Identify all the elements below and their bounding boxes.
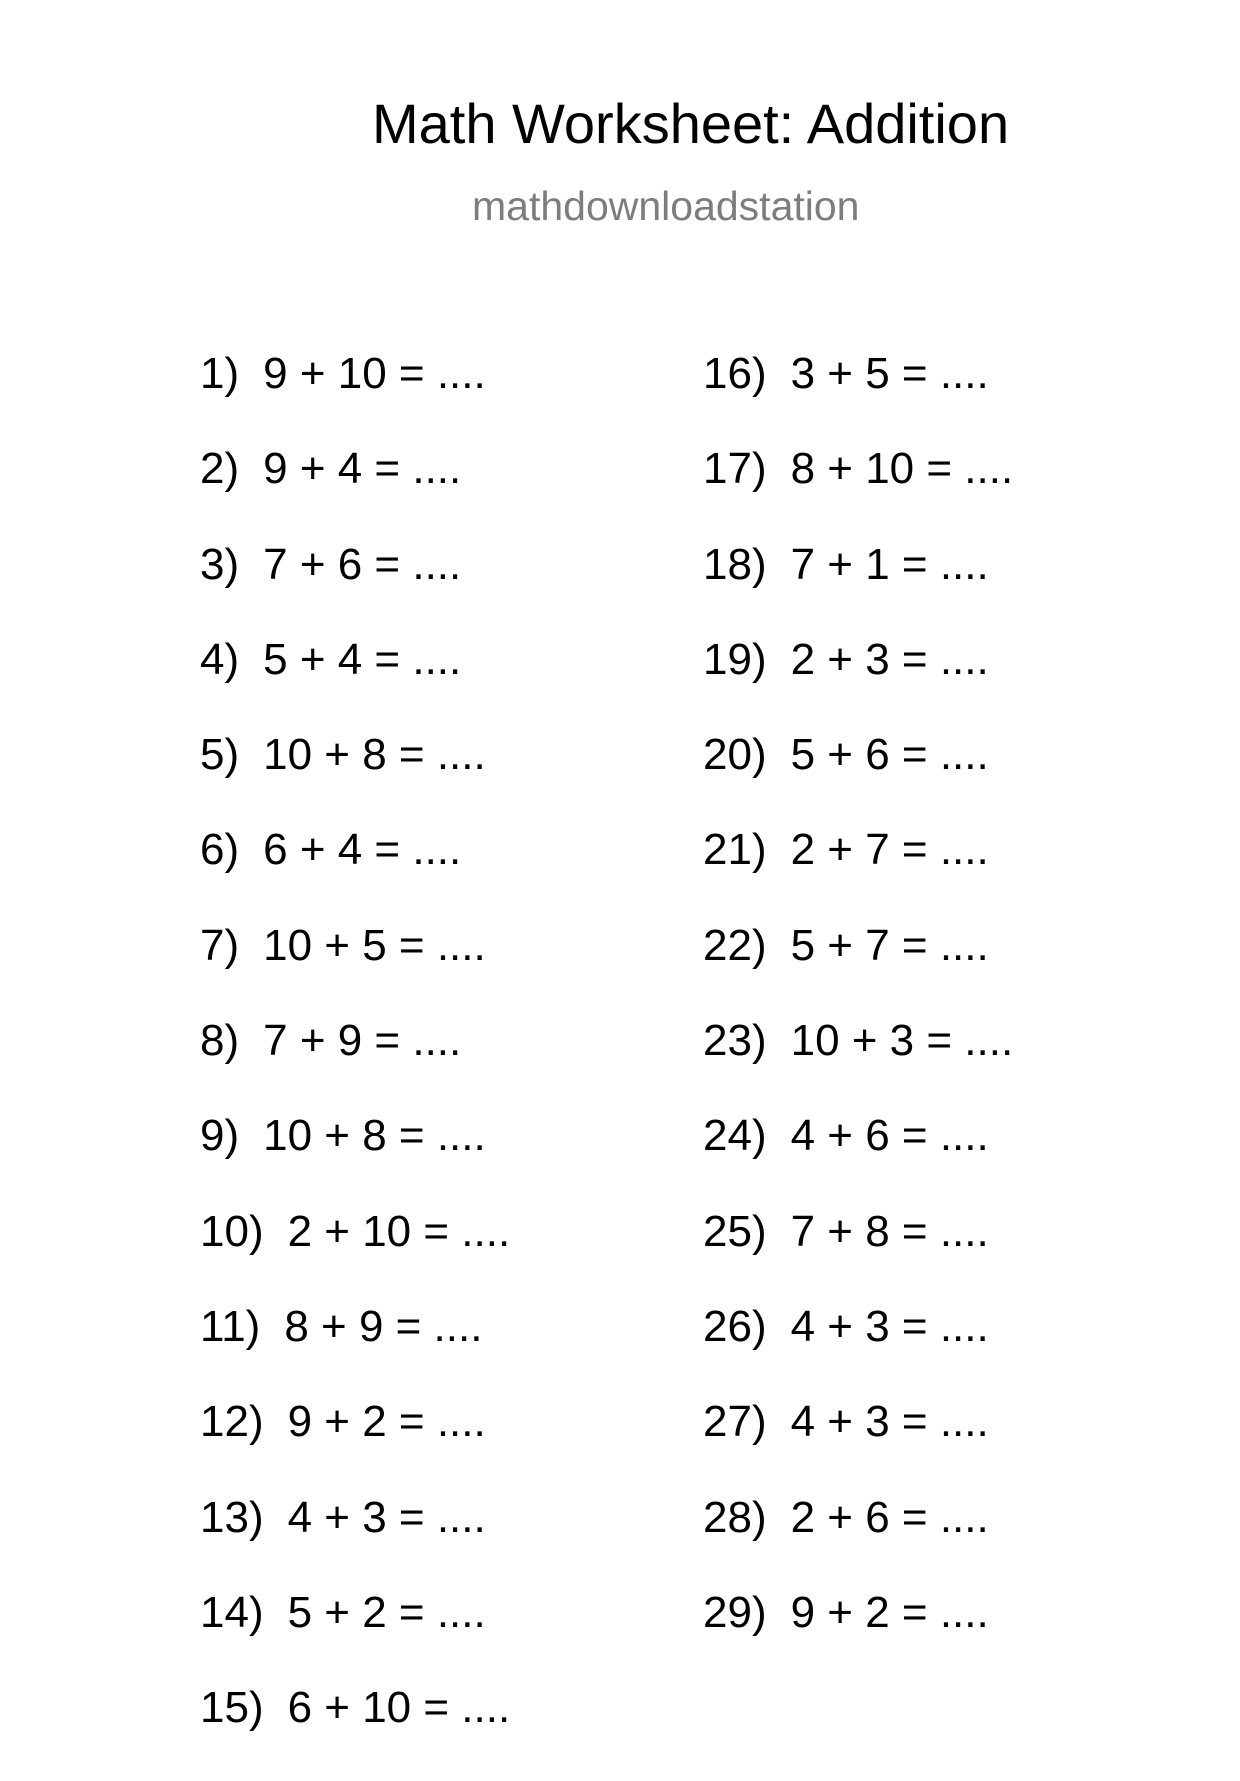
problems-left-column [200, 349, 511, 1781]
problem-item-25 [703, 1206, 1013, 1305]
problem-number: 8) [200, 1016, 240, 1066]
problem-expression: 4 + 3 = .... [790, 1397, 989, 1447]
problem-item-7 [200, 920, 510, 1019]
worksheet-subtitle: mathdownloadstation [472, 183, 860, 229]
problem-expression: 10 + 8 = .... [263, 730, 486, 780]
problem-number: 18) [703, 539, 767, 589]
problem-number: 26) [703, 1301, 767, 1351]
problem-expression: 5 + 7 = .... [790, 920, 989, 970]
problem-item-15 [200, 1683, 511, 1781]
problem-number: 29) [703, 1587, 767, 1637]
problem-expression: 9 + 2 = .... [790, 1587, 989, 1637]
problem-number: 23) [703, 1016, 767, 1066]
problem-number: 21) [703, 825, 767, 875]
problem-number: 16) [703, 349, 767, 398]
problem-item-21 [703, 825, 1013, 923]
problem-number: 27) [703, 1397, 767, 1447]
problem-item-6 [200, 825, 510, 923]
problem-number: 3) [200, 539, 240, 589]
problem-item-3 [200, 539, 510, 638]
problem-number: 1) [200, 349, 240, 398]
problem-expression: 9 + 2 = .... [287, 1397, 486, 1447]
problem-item-20 [703, 730, 1013, 828]
problem-item-29 [703, 1587, 1013, 1686]
problem-expression: 5 + 2 = .... [287, 1587, 486, 1637]
problem-item-28 [703, 1492, 1013, 1591]
problem-item-18 [703, 539, 1013, 638]
problem-expression: 8 + 9 = .... [284, 1301, 483, 1351]
problem-number: 7) [200, 920, 240, 970]
problem-item-16 [703, 349, 1013, 447]
problem-expression: 2 + 7 = .... [790, 825, 989, 875]
problem-number: 14) [200, 1587, 264, 1637]
problem-number: 28) [703, 1492, 767, 1542]
problem-expression: 5 + 6 = .... [790, 730, 989, 780]
problem-item-19 [703, 634, 1013, 733]
problem-number: 9) [200, 1111, 240, 1161]
problem-expression: 8 + 10 = .... [790, 444, 1014, 494]
problem-item-23 [703, 1016, 1014, 1114]
problem-item-22 [703, 920, 1013, 1019]
problem-number: 22) [703, 920, 767, 970]
problem-expression: 5 + 4 = .... [263, 634, 462, 684]
problem-expression: 2 + 10 = .... [287, 1206, 511, 1256]
problem-expression: 2 + 3 = .... [790, 634, 989, 684]
problem-number: 2) [200, 444, 240, 494]
problem-item-11 [200, 1301, 510, 1400]
problem-item-26 [703, 1301, 1013, 1400]
problem-expression: 6 + 4 = .... [263, 825, 462, 875]
problems-right-column [703, 349, 1014, 1686]
problem-expression: 7 + 6 = .... [263, 539, 462, 589]
problem-number: 17) [703, 444, 767, 494]
problem-item-27 [703, 1397, 1013, 1495]
problem-expression: 9 + 4 = .... [263, 444, 462, 494]
problem-item-8 [200, 1016, 510, 1114]
problem-item-13 [200, 1492, 510, 1591]
problem-item-5 [200, 730, 510, 828]
problem-item-10 [200, 1206, 511, 1305]
problem-expression: 10 + 5 = .... [263, 920, 486, 970]
problem-number: 4) [200, 634, 240, 684]
problem-number: 13) [200, 1492, 264, 1542]
problem-number: 24) [703, 1111, 767, 1161]
problem-item-2 [200, 444, 510, 542]
problem-item-17 [703, 444, 1014, 542]
problem-item-4 [200, 634, 510, 733]
problem-expression: 7 + 1 = .... [790, 539, 989, 589]
problem-number: 6) [200, 825, 240, 875]
problem-expression: 4 + 3 = .... [790, 1301, 989, 1351]
problem-expression: 7 + 8 = .... [790, 1206, 989, 1256]
problem-item-9 [200, 1111, 510, 1209]
problem-expression: 10 + 8 = .... [263, 1111, 486, 1161]
problem-expression: 3 + 5 = .... [790, 349, 989, 398]
worksheet-title: Math Worksheet: Addition [372, 92, 1010, 155]
problem-item-12 [200, 1397, 510, 1495]
problem-number: 5) [200, 730, 240, 780]
problem-number: 11) [200, 1301, 261, 1351]
problem-expression: 9 + 10 = .... [263, 349, 486, 398]
problem-number: 12) [200, 1397, 264, 1447]
problem-item-24 [703, 1111, 1013, 1209]
problem-expression: 4 + 3 = .... [287, 1492, 486, 1542]
problem-expression: 6 + 10 = .... [287, 1683, 511, 1733]
problem-expression: 2 + 6 = .... [790, 1492, 989, 1542]
problem-number: 10) [200, 1206, 264, 1256]
problem-expression: 7 + 9 = .... [263, 1016, 462, 1066]
problem-number: 15) [200, 1683, 264, 1733]
problem-number: 25) [703, 1206, 767, 1256]
problem-expression: 4 + 6 = .... [790, 1111, 989, 1161]
problem-expression: 10 + 3 = .... [790, 1016, 1014, 1066]
problem-number: 20) [703, 730, 767, 780]
problem-item-1 [200, 349, 510, 447]
problem-number: 19) [703, 634, 767, 684]
problem-item-14 [200, 1587, 510, 1686]
